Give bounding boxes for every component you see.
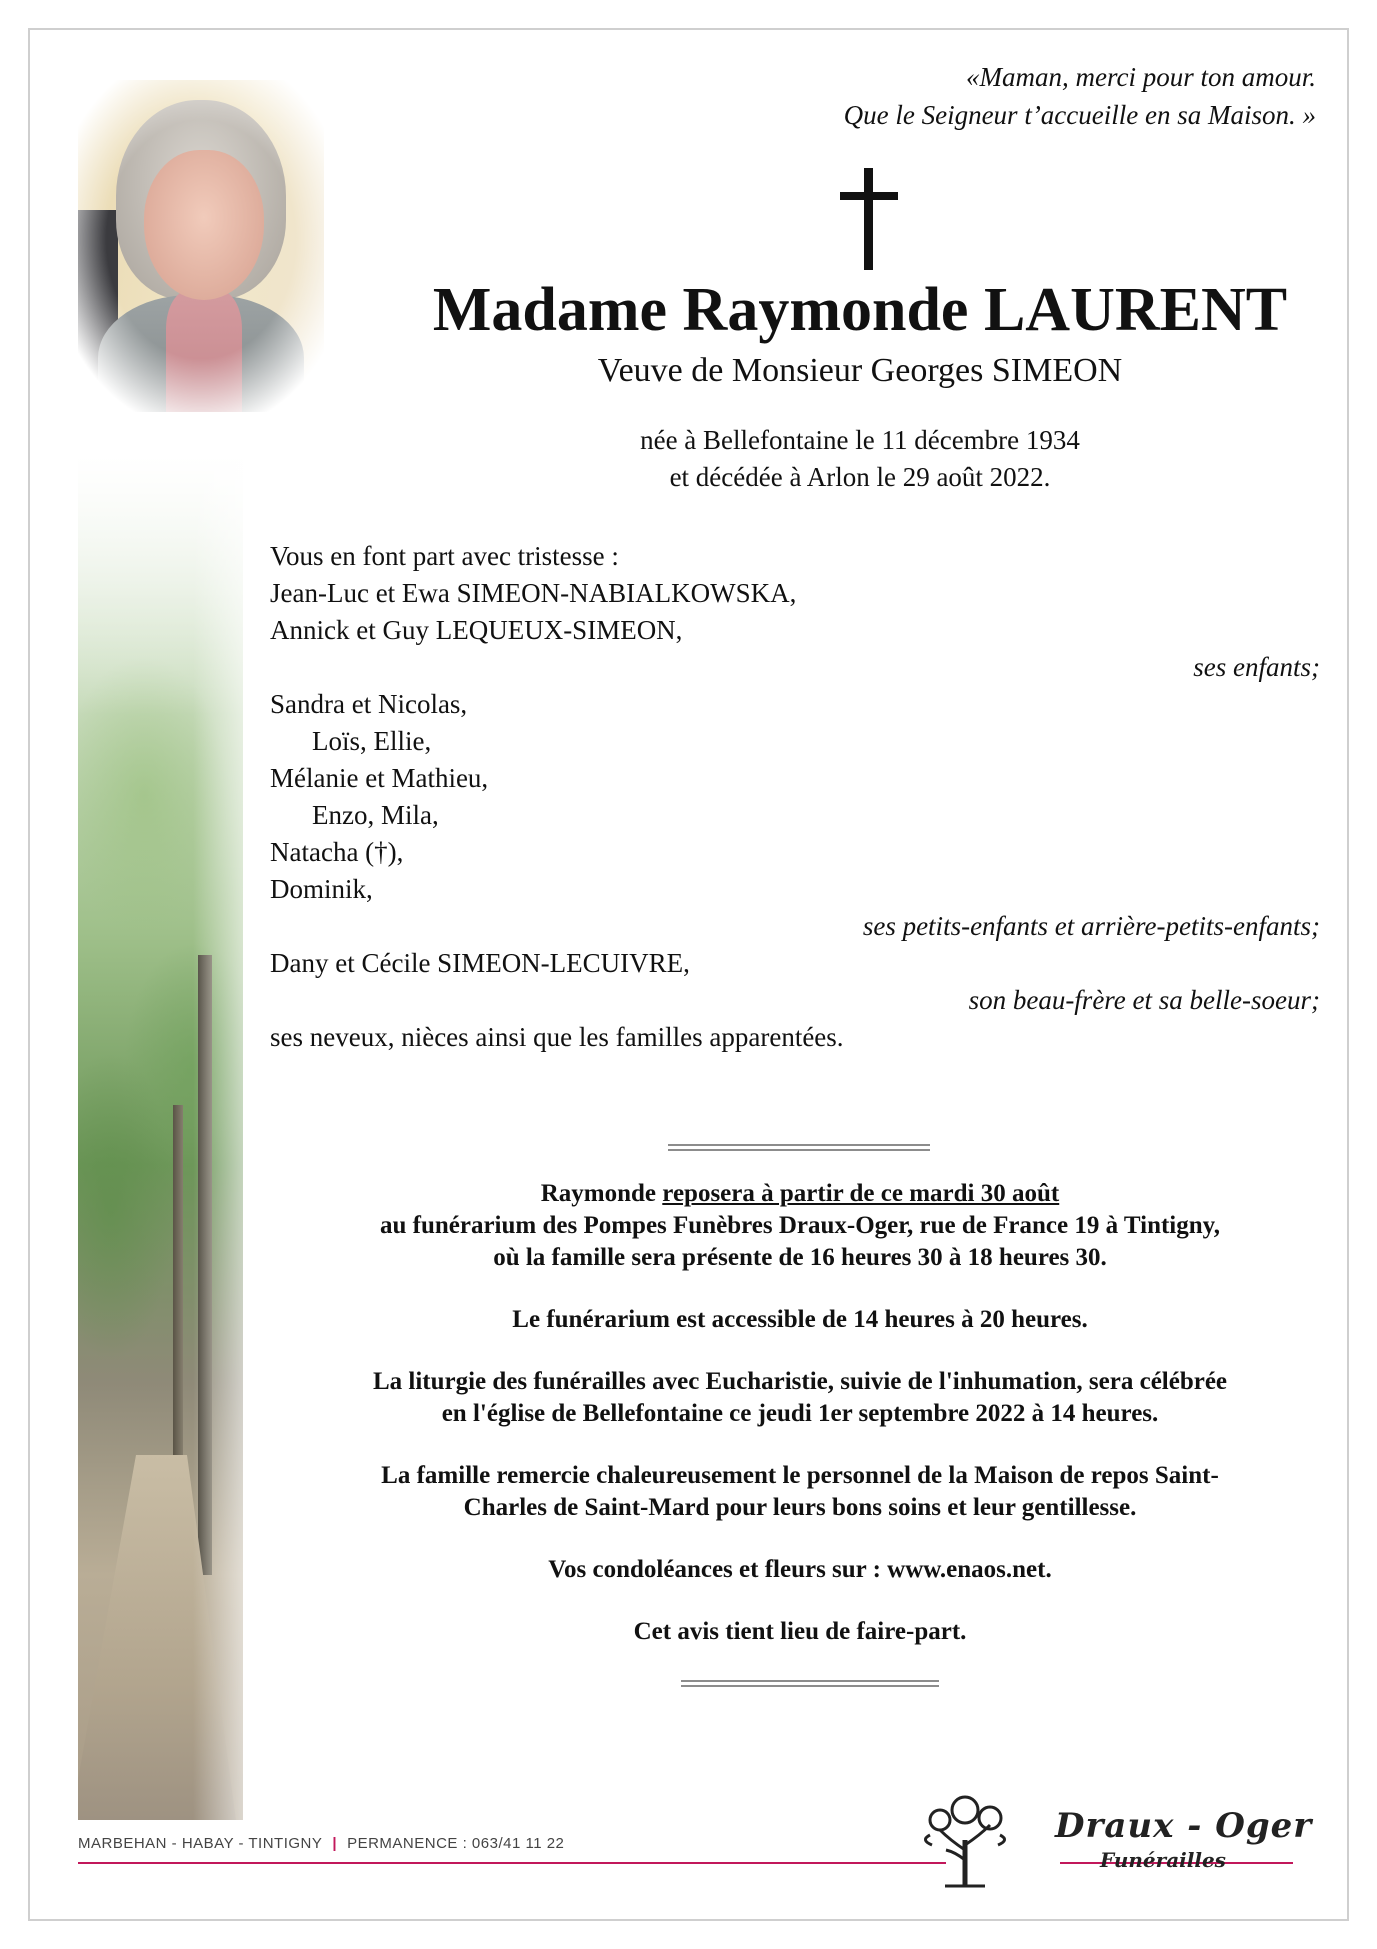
grandchild-line: Natacha (†), xyxy=(270,837,404,867)
footer-locations: MARBEHAN - HABAY - TINTIGNY xyxy=(78,1835,323,1852)
family-intro: Vous en font part avec tristesse : xyxy=(270,541,619,571)
family-list xyxy=(270,538,1320,1056)
in-laws-line: Dany et Cécile SIMEON-LECUIVRE, xyxy=(270,948,690,978)
liturgy-paragraph xyxy=(280,1366,1320,1430)
divider xyxy=(668,1144,930,1151)
grandchildren-label: ses petits-enfants et arrière-petits-enfants; xyxy=(862,911,1320,941)
thanks-line: Charles de Saint-Mard pour leurs bons soins et leur gentillesse. xyxy=(463,1494,1137,1521)
portrait-photo xyxy=(78,80,324,412)
grandchild-line: Sandra et Nicolas, xyxy=(270,689,468,719)
death-line: et décédée à Arlon le 29 août 2022. xyxy=(669,462,1051,492)
in-laws-label: son beau-frère et sa belle-soeur; xyxy=(968,985,1320,1015)
birth-line: née à Bellefontaine le 11 décembre 1934 xyxy=(640,425,1080,455)
child-line: Annick et Guy LEQUEUX-SIMEON, xyxy=(270,615,683,645)
child-line: Jean-Luc et Ewa SIMEON-NABIALKOWSKA, xyxy=(270,578,797,608)
quote-line: «Maman, merci pour ton amour. xyxy=(966,62,1316,92)
footer-line xyxy=(78,1862,946,1864)
quote-line: Que le Seigneur t’accueille en sa Maison. » xyxy=(843,100,1316,130)
grandchild-line: Dominik, xyxy=(270,874,373,904)
repose-location: au funérarium des Pompes Funèbres Draux-Oger, rue de France 19 à Tintigny, xyxy=(379,1212,1221,1239)
widow-of: Veuve de Monsieur Georges SIMEON xyxy=(597,352,1123,389)
grandchild-line: Enzo, Mila, xyxy=(312,800,439,830)
access-paragraph: Le funérarium est accessible de 14 heures à 20 heures. xyxy=(512,1306,1088,1333)
liturgy-line: La liturgie des funérailles avec Eucharistie, suivie de l'inhumation, sera célébrée xyxy=(372,1368,1228,1395)
divider xyxy=(681,1680,939,1687)
notice-paragraph: Cet avis tient lieu de faire-part. xyxy=(633,1618,967,1645)
condolences-paragraph: Vos condoléances et fleurs sur : www.enaos.net. xyxy=(548,1556,1052,1583)
repose-paragraph xyxy=(280,1178,1320,1274)
footer-contact xyxy=(78,1835,564,1852)
brand-subtitle: Funérailles xyxy=(1100,1848,1226,1872)
footer-permanence: PERMANENCE : 063/41 11 22 xyxy=(347,1835,565,1852)
children-label: ses enfants; xyxy=(1193,652,1320,682)
grandchild-line: Loïs, Ellie, xyxy=(312,726,432,756)
repose-date: reposera à partir de ce mardi 30 août xyxy=(662,1180,1060,1207)
repose-hours: où la famille sera présente de 16 heures 30 à 18 heures 30. xyxy=(493,1244,1107,1271)
life-dates xyxy=(440,422,1280,496)
others-line: ses neveux, nièces ainsi que les familles apparentées. xyxy=(270,1022,844,1052)
grandchild-line: Mélanie et Mathieu, xyxy=(270,763,489,793)
footer-separator: | xyxy=(332,1835,338,1852)
tree-logo-icon xyxy=(910,1790,1020,1890)
funeral-info xyxy=(280,1178,1320,1678)
brand-name: Draux - Oger xyxy=(1055,1806,1313,1846)
thanks-line: La famille remercie chaleureusement le personnel de la Maison de repos Saint- xyxy=(381,1462,1219,1489)
cross-icon xyxy=(840,168,900,270)
liturgy-line: en l'église de Bellefontaine ce jeudi 1er septembre 2022 à 14 heures. xyxy=(441,1400,1159,1427)
repose-name: Raymonde xyxy=(540,1180,663,1207)
thanks-paragraph xyxy=(280,1460,1320,1524)
forest-path-image xyxy=(78,455,243,1820)
deceased-name: Madame Raymonde LAURENT xyxy=(432,276,1288,344)
memorial-quote xyxy=(844,58,1316,134)
